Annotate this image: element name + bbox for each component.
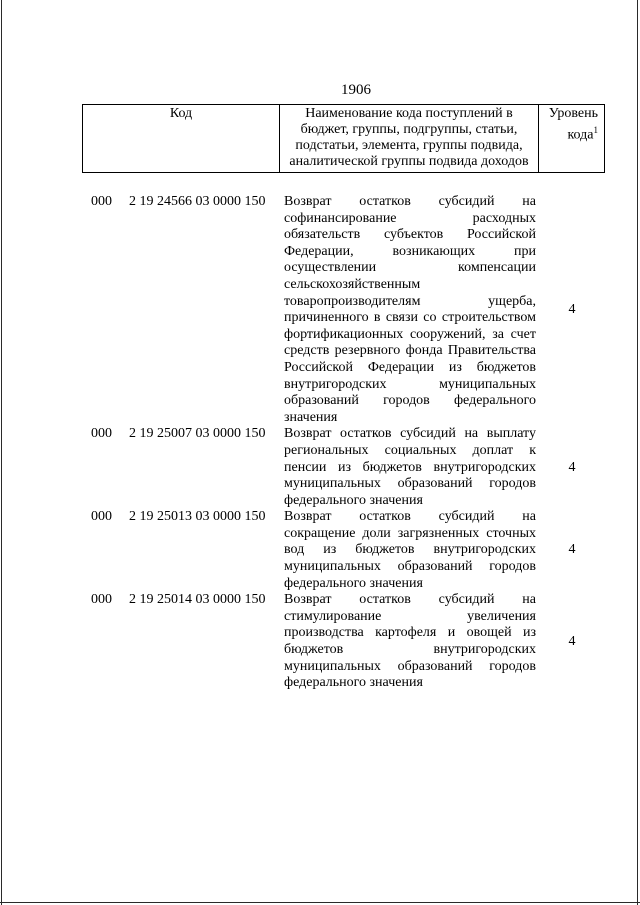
table-row bbox=[0, 194, 640, 426]
income-name: Возврат остатков субсидий на выплату региональных социальных доплат к пенсии из бюджетов внутригородских муниципальных образований городов федерального значения bbox=[284, 426, 536, 508]
table-row bbox=[0, 426, 640, 509]
income-code: 2 19 25014 03 0000 150 bbox=[129, 592, 266, 608]
income-code: 2 19 24566 03 0000 150 bbox=[129, 194, 266, 209]
table-row bbox=[0, 592, 640, 692]
table-row bbox=[0, 509, 640, 592]
header-level bbox=[539, 105, 605, 173]
header-level-footnote: 1 bbox=[593, 125, 598, 135]
code-list bbox=[0, 194, 640, 692]
header-level-line2: кода bbox=[567, 127, 594, 143]
admin-code: 000 bbox=[91, 194, 112, 209]
income-name: Возврат остатков субсидий на стимулирование увеличения производства картофеля и овощей из бюджетов внутригородских муниципальных образований городов федерального значения bbox=[284, 592, 536, 691]
page-number: 1906 bbox=[341, 82, 371, 98]
income-name: Возврат остатков субсидий на софинансирование расходных обязательств субъектов Российской Федерации, возникающих при осуществлении компенсации сельскохозяйственным товаропроизводителям ущерба, причиненного в связи со строительством фортификационных сооружений, за счет средств резервного фонда Правительства Российской Федерации из бюджетов внутригородских муниципальных образований городов федерального значения bbox=[284, 194, 536, 425]
header-table bbox=[82, 104, 605, 173]
admin-code: 000 bbox=[91, 592, 112, 608]
header-code: Код bbox=[83, 105, 280, 173]
page-border-bottom bbox=[0, 902, 640, 903]
income-code: 2 19 25013 03 0000 150 bbox=[129, 509, 266, 525]
code-level: 4 bbox=[568, 542, 576, 558]
header-row bbox=[83, 105, 605, 173]
admin-code: 000 bbox=[91, 509, 112, 525]
income-code: 2 19 25007 03 0000 150 bbox=[129, 426, 266, 442]
code-level: 4 bbox=[568, 633, 576, 649]
income-name: Возврат остатков субсидий на сокращение доли загрязненных сточных вод из бюджетов внутригородских муниципальных образований городов федерального значения bbox=[284, 509, 536, 591]
code-level: 4 bbox=[568, 459, 576, 475]
header-name: Наименование кода поступлений в бюджет, группы, подгруппы, статьи, подстатьи, элемента, группы подвида, аналитической группы подвида доходов bbox=[280, 105, 539, 173]
header-level-line1: Уровень bbox=[548, 106, 598, 121]
admin-code: 000 bbox=[91, 426, 112, 442]
code-level: 4 bbox=[568, 301, 576, 317]
